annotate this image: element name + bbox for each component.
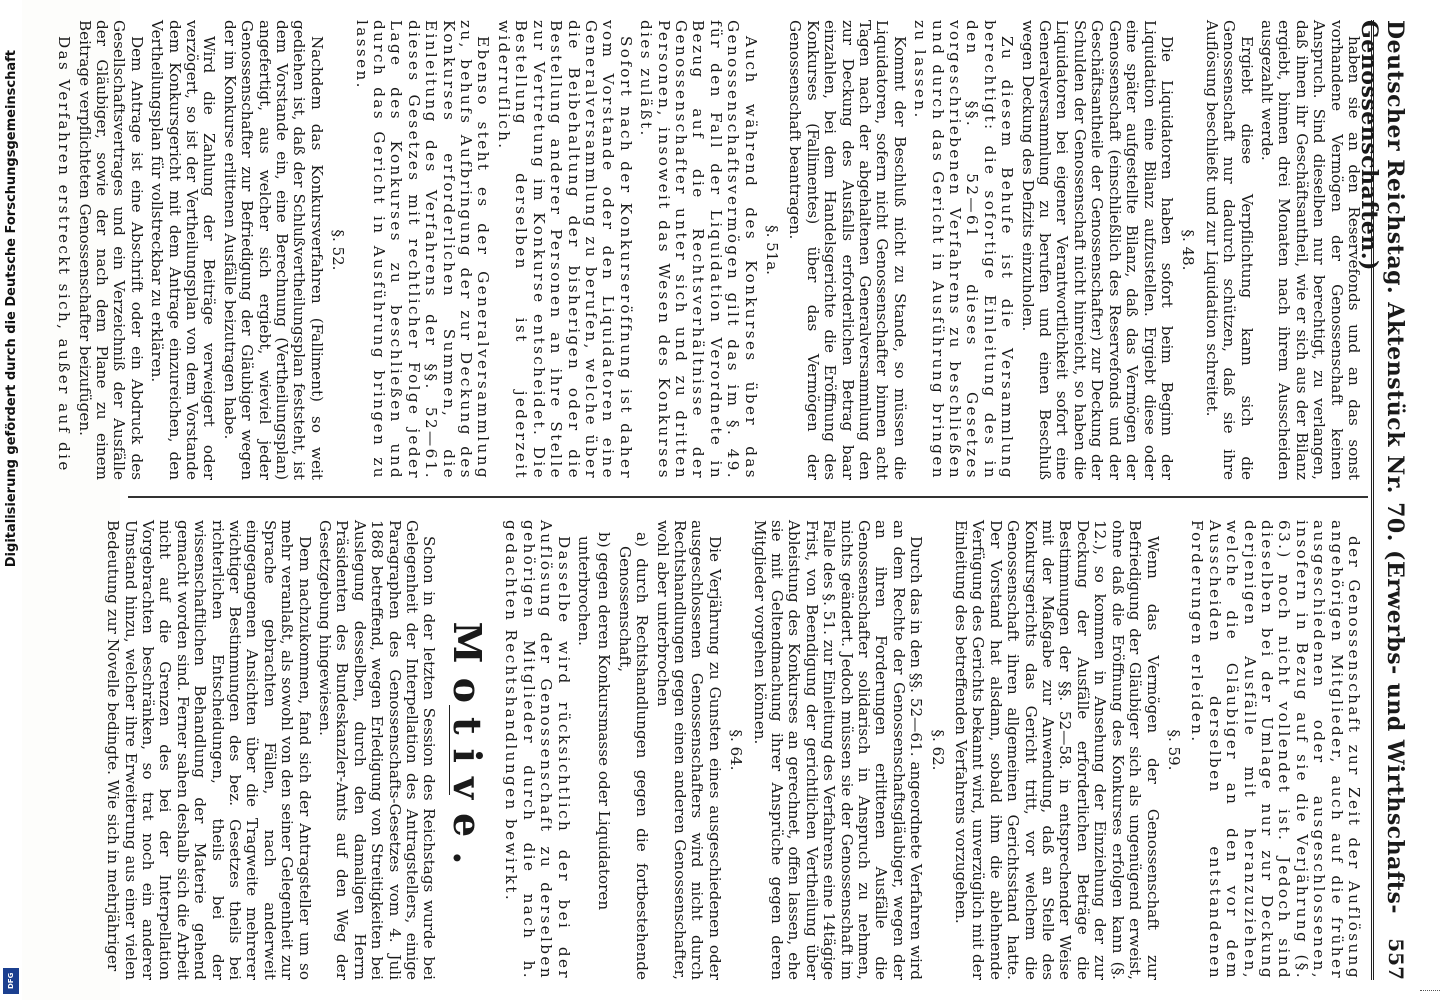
paragraph: haben sie an den Reservefonds und an das sonst vorhandene Vermögen der Genossenschaft keinen Anspruch. Sind dieselben nur berechtigt, zu verlangen, daß ihnen ihr Geschäftsantheil, wie er sich aus der Bilanz ergiebt, binnen drei Monaten nach ihrem Ausscheiden ausgezahlt werde. [1257, 20, 1363, 480]
left-column [55, 20, 1363, 480]
digitization-note: Digitalisierung gefördert durch die Deutsche Forschungsgemeinschaft [4, 50, 19, 568]
paragraph: Wird die Zahlung der Beiträge verweigert oder verzögert, so ist der Vertheilungsplan von dem Vorstande dem Konkursgericht mit dem Antrage einzureichen, den Vertheilungsplan für vollstreckbar zu erklären. [148, 20, 219, 480]
section-heading: §. 62. [928, 729, 947, 771]
dfg-logo-icon: DFG [3, 968, 19, 994]
running-title: Deutscher Reichstag. Aktenstück Nr. 70. (Erwerbs- und Wirthschafts-Genossenschaften.) [1356, 20, 1408, 915]
scanned-page [55, 0, 1432, 1000]
paragraph: Ebenso steht es der Generalversammlung zu, behufs Aufbringung der zur Deckung des Konkurses erforderlichen Summen, die Einleitung des Verfahrens der §§. 52—61. dieses Gesetzes mit rechtlicher Folge jeder Lage des Konkurses zu beschließen und durch das Gericht in Ausführung bringen zu lassen. [352, 20, 493, 480]
column-divider [128, 496, 1368, 498]
page-number: 557 [1384, 938, 1408, 980]
section-heading: §. 59. [1164, 729, 1183, 771]
right-column [104, 520, 1363, 980]
paragraph: Die Liquidatoren haben sofort beim Beginn der Liquidation eine Bilanz aufzustellen. Ergiebt diese oder eine später aufgestellte Bilanz, daß das Vermögen der Genossenschaft (einschließlich des Reservefonds und der Geschäftsantheile der Genossenschafter) zur Deckung der Schulden der Genossenschaft nicht hinreicht, so haben die Liquidatoren bei eigener Verantwortlichkeit sofort eine Generalversammlung zu berufen und einen Beschluß wegen Deckung des Defizits einzuholen. [1018, 20, 1176, 480]
paragraph: Die Verjährung zu Gunsten eines ausgeschiedenen oder ausgeschlossenen Genossenschafters wird nicht durch Rechtshandlungen gegen einen anderen Genossenschafter, wohl aber unterbrochen [653, 520, 724, 980]
paragraph: Ergiebt diese Verpflichtung kann sich die Genossenschaft nur dadurch schützen, daß sie ihre Auflösung beschließt und zur Liquidation schreitet. [1202, 20, 1256, 480]
rotated-page-content [55, 0, 1432, 1000]
scan-edge-marks [1420, 990, 1440, 995]
section-heading: §. 64. [727, 729, 746, 771]
paragraph: Dem nachzukommen, fand sich der Antragsteller um so mehr veranlaßt, als sowohl von den seiner Gelegenheit zur Sprache gebrachten Fällen, nach anderweit eingegangenen Ansichten über die Tragweite mehrerer wichtiger Bestimmungen des bez. Gesetzes theils bei richterlichen Entscheidungen, theils bei der wissenschaftlichen Behandlung der Materie gehend gemacht worden sind. Ferner sahen deshalb sich die Arbeit nicht auf die Grenzen des bei der Interpellation Vorgebrachten beschränken, so trat noch ein anderer Umstand hinzu, welcher ihre Erweiterung aus einer vielen Bedeutung zur Novelle bedingte. Wie sich in mehrjähriger [104, 520, 314, 980]
list-item: b) gegen deren Konkursmasse oder Liquidatoren [595, 532, 614, 911]
paragraph: Zu diesem Behufe ist die Versammlung berechtigt: die sofortige Einleitung des in den §§. 52—61 dieses Gesetzes vorgeschriebenen Verfahrens zu beschließen und durch das Gericht in Ausführung bringen zu lassen. [911, 20, 1017, 480]
paragraph: Durch das in den §§. 52—61. angeordnete Verfahren wird an dem Rechte der Genossenschaftsgläubiger, wegen der an ihren Forderungen erlittenen Ausfälle die Genossenschafter solidarisch in Anspruch zu nehmen, nichts geändert. Jedoch müssen sie der Genossenschaft im Falle des §. 51. zur Einleitung des Verfahrens eine 14tägige Frist, von Beendigung der gerichtlichen Vertheilung über Ableistung des Konkurses an gerechnet, offen lassen, ehe sie mit Geltendmachung ihrer Ansprüche gegen deren Mitglieder vorgehen können. [750, 520, 926, 980]
digitization-footer [0, 0, 22, 1000]
section-heading: §. 51a. [763, 225, 781, 275]
paragraph: Dem Antrage ist eine Abschrift oder ein Abdruck des Gesellschaftsvertrages und ein Verzeichniß der Ausfälle der Gläubiger, sowie der nach dem Plane zu einem Beitrage verpflichteten Genossenschafter beizufügen. [75, 20, 146, 480]
paragraph: Auch während des Konkurses über das Genossenschaftsvermögen gilt das im §. 49. für den Fall der Liquidation Verordnete in Bezug auf die Rechtsverhältnisse der Genossenschafter unter sich und zu dritten Personen, insoweit das Wesen des Konkurses dies zuläßt. [637, 20, 760, 480]
page-header [1356, 20, 1414, 980]
paragraph: Dasselbe wird rücksichtlich der bei der Auflösung der Genossenschaft zu derselben gehörigen Mitglieder durch die nach h. gedachten Rechtshandlungen bewirkt. [502, 520, 573, 980]
list-item: a) durch Rechtshandlungen gegen die fortbestehende Genossenschaft, [615, 532, 652, 980]
paragraph: unterbrochen. [574, 536, 593, 646]
section-heading: §. 52. [329, 229, 348, 271]
section-heading: §. 48. [1179, 229, 1198, 271]
paragraph: Nachdem das Konkursverfahren (Falliment) so weit gediehen ist, daß der Schlußvertheilungsplan feststeht, ist dem Vorstande ein, eine Berechnung (Vertheilungsplan) angefertigt, aus welcher sich ergiebt, wieviel jeder Genossenschafter zur Befriedigung der Gläubiger wegen der im Konkurse erlittenen Ausfälle beizutragen habe. [220, 20, 326, 480]
paragraph: Das Verfahren erstreckt sich, außer auf die [55, 36, 74, 473]
paragraph: Schon in der letzten Session des Reichstags wurde bei Gelegenheit der Interpellation des Antragstellers, einige Paragraphen des Genossenschafts-Gesetzes vom 4. Juli 1868 betreffend, wegen Erledigung von Streitigkeiten bei Auslegung desselben, durch den damaligen Herrn Präsidenten des Bundeskanzler-Amts auf den Weg der Gesetzgebung hingewiesen. [316, 520, 439, 980]
paragraph: Kommt der Beschluß nicht zu Stande, so müssen die Liquidatoren, sofern nicht Genossenschafter binnen acht Tagen nach der abgehaltenen Generalversammlung den zur Deckung des Ausfalls erforderlichen Betrag baar einzahlen, bei dem Handelsgerichte die Eröffnung des Konkurses (Fallimentes) über das Vermögen der Genossenschaft beantragen. [786, 20, 909, 480]
paragraph: der Genossenschaft zur Zeit der Auflösung angehörigen Mitglieder, auch auf die früher ausgeschiedenen oder ausgeschlossenen, insofern in Bezug auf sie die Verjährung (§. 63.) noch nicht vollendet ist. Jedoch sind dieselben bei der Umlage nur zur Deckung derjenigen Ausfälle mit heranzuziehen, welche die Gläubiger an den vor dem Ausscheiden derselben entstandenen Forderungen erleiden. [1188, 520, 1363, 980]
paragraph: Sofort nach der Konkurseröffnung ist daher vom Vorstande oder den Liquidatoren eine Generalversammlung zu berufen, welche über die Beibehaltung der bisherigen oder die Bestellung anderer Personen an ihre Stelle zur Vertretung im Konkurse entscheidet. Die Bestellung derselben ist jederzeit widerruflich. [494, 20, 635, 480]
motive-heading: Motive. [444, 621, 490, 879]
paragraph: Wenn das Vermögen der Genossenschaft zur Befriedigung der Gläubiger sich als ungenügend erweist, ohne daß die Eröffnung des Konkurses erfolgen kann (§. 12.), so kommen in Ansehung der Einziehung der zur Deckung der Ausfälle erforderlichen Beträge die Bestimmungen der §§. 52—58. in entsprechender Weise mit der Maßgabe zur Anwendung, daß an Stelle des Konkursgerichts das Gericht tritt, vor welchem die Genossenschaft ihren allgemeinen Gerichtsstand hatte. Der Vorstand hat alsdann, sobald ihm die ablehnende Verfügung des Gerichts bekannt wird, unverzüglich mit der Einleitung des betreffenden Verfahrens vorzugehen. [952, 520, 1162, 980]
